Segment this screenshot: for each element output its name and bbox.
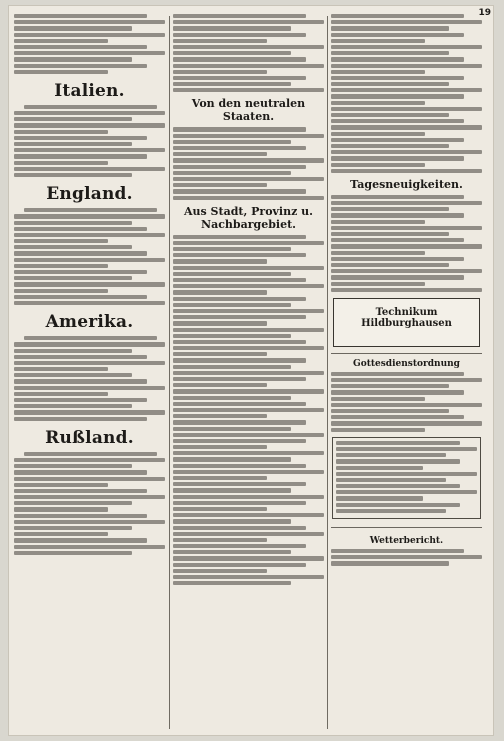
text-line xyxy=(336,472,477,476)
text-line xyxy=(14,342,165,346)
page-number: 19 xyxy=(478,8,491,18)
text-line xyxy=(173,152,267,156)
text-line xyxy=(173,445,267,449)
text-line xyxy=(331,390,464,394)
text-line xyxy=(331,220,425,224)
text-line xyxy=(14,526,132,530)
text-line xyxy=(336,441,460,445)
text-line xyxy=(173,563,306,567)
text-line xyxy=(14,289,108,293)
text-line xyxy=(14,136,147,140)
text-line xyxy=(331,384,449,388)
newspaper-page xyxy=(9,6,493,735)
text-line xyxy=(331,45,482,49)
text-line xyxy=(173,303,291,307)
text-line xyxy=(173,507,267,511)
text-line xyxy=(14,221,132,225)
text-line xyxy=(14,483,108,487)
advertisement-title: Technikum Hildburghausen xyxy=(361,306,452,329)
section-heading-neutral: Von den neutralen Staaten. xyxy=(191,97,306,124)
text-line xyxy=(331,39,425,43)
text-line xyxy=(173,189,306,193)
text-line xyxy=(173,235,306,239)
text-line xyxy=(24,452,157,456)
notice-title: Gottesdienstordnung xyxy=(353,358,460,369)
text-line xyxy=(173,76,306,80)
text-line xyxy=(331,156,464,160)
text-line xyxy=(173,544,306,548)
text-line xyxy=(173,556,324,560)
text-line xyxy=(336,484,460,488)
text-line xyxy=(336,490,477,494)
text-line xyxy=(14,14,147,18)
text-line xyxy=(173,134,324,138)
column-rule-2 xyxy=(327,16,328,729)
text-line xyxy=(173,259,267,263)
text-line xyxy=(331,138,464,142)
text-line xyxy=(331,428,425,432)
text-line xyxy=(14,70,108,74)
text-line xyxy=(14,214,165,218)
text-line xyxy=(331,169,482,173)
text-line xyxy=(331,275,464,279)
text-line xyxy=(331,94,464,98)
text-line xyxy=(336,466,423,470)
text-line xyxy=(173,358,306,362)
text-line xyxy=(173,158,324,162)
section-heading-italien: Italien. xyxy=(54,80,125,101)
text-line xyxy=(173,328,324,332)
text-line xyxy=(173,427,291,431)
text-line xyxy=(14,507,108,511)
text-line xyxy=(173,538,267,542)
text-line xyxy=(14,161,108,165)
section-heading-tagesneuigkeiten: Tagesneuigkeiten. xyxy=(350,177,463,191)
text-line xyxy=(173,51,291,55)
text-line xyxy=(331,14,464,18)
text-line xyxy=(173,309,324,313)
text-line xyxy=(331,403,482,407)
text-line xyxy=(14,417,147,421)
text-line xyxy=(14,458,165,462)
text-line xyxy=(14,477,165,481)
text-line xyxy=(173,519,291,523)
text-line xyxy=(173,284,324,288)
text-line xyxy=(331,257,464,261)
text-line xyxy=(331,409,449,413)
text-line xyxy=(173,45,324,49)
text-line xyxy=(173,290,267,294)
text-line xyxy=(14,57,132,61)
text-line xyxy=(14,39,108,43)
text-line xyxy=(173,420,306,424)
text-line xyxy=(331,251,425,255)
text-line xyxy=(173,39,267,43)
text-line xyxy=(14,355,147,359)
text-line xyxy=(24,208,157,212)
text-line xyxy=(14,258,165,262)
text-line xyxy=(14,233,165,237)
section-heading-england: England. xyxy=(46,184,133,205)
advertisement-box xyxy=(333,298,480,347)
text-line xyxy=(331,125,482,129)
text-line xyxy=(14,470,147,474)
text-line xyxy=(331,33,464,37)
text-line xyxy=(173,433,324,437)
text-line xyxy=(331,163,425,167)
text-line xyxy=(331,119,464,123)
text-line xyxy=(331,57,464,61)
text-line xyxy=(331,244,482,248)
text-line xyxy=(173,513,324,517)
text-line xyxy=(173,569,267,573)
text-line xyxy=(173,57,306,61)
text-line xyxy=(336,509,446,513)
text-line xyxy=(336,496,423,500)
text-line xyxy=(173,352,267,356)
left-column xyxy=(14,14,165,729)
section-heading-amerika: Amerika. xyxy=(45,312,134,333)
text-line xyxy=(336,503,460,507)
text-line xyxy=(173,247,291,251)
text-line xyxy=(173,377,306,381)
text-line xyxy=(173,127,306,131)
text-line xyxy=(173,196,324,200)
text-line xyxy=(331,113,449,117)
text-line xyxy=(14,404,132,408)
text-line xyxy=(331,144,449,148)
text-line xyxy=(173,146,306,150)
text-line xyxy=(14,386,165,390)
text-line xyxy=(14,489,147,493)
text-line xyxy=(173,14,306,18)
text-line xyxy=(173,140,291,144)
text-line xyxy=(331,555,482,559)
text-line xyxy=(14,123,165,127)
text-line xyxy=(173,241,324,245)
text-line xyxy=(331,51,449,55)
text-line xyxy=(14,514,147,518)
text-line xyxy=(14,361,165,365)
text-line xyxy=(14,20,165,24)
text-line xyxy=(173,575,324,579)
text-line xyxy=(173,171,291,175)
text-line xyxy=(14,551,132,555)
text-line xyxy=(173,165,306,169)
text-line xyxy=(173,64,324,68)
text-line xyxy=(173,346,324,350)
text-line xyxy=(331,101,425,105)
text-line xyxy=(173,482,306,486)
text-line xyxy=(14,392,108,396)
text-line xyxy=(173,457,291,461)
text-line xyxy=(331,26,449,30)
text-line xyxy=(173,464,306,468)
text-line xyxy=(173,266,324,270)
text-line xyxy=(331,64,482,68)
text-line xyxy=(331,238,464,242)
text-line xyxy=(14,538,147,542)
text-line xyxy=(173,26,291,30)
text-line xyxy=(24,105,157,109)
weather-report xyxy=(331,527,482,566)
section-heading-russland: Rußland. xyxy=(45,427,134,448)
text-line xyxy=(14,373,132,377)
text-line xyxy=(14,520,165,524)
text-line xyxy=(173,414,267,418)
text-line xyxy=(173,402,306,406)
text-line xyxy=(173,253,306,257)
text-line xyxy=(173,488,291,492)
text-line xyxy=(14,245,132,249)
text-line xyxy=(14,367,108,371)
text-line xyxy=(173,177,324,181)
text-line xyxy=(173,470,324,474)
text-line xyxy=(14,142,132,146)
text-line xyxy=(173,526,306,530)
divider xyxy=(331,353,482,354)
text-line xyxy=(173,389,324,393)
text-line xyxy=(173,371,324,375)
text-line xyxy=(14,276,132,280)
text-line xyxy=(14,501,132,505)
text-line xyxy=(14,295,147,299)
text-line xyxy=(14,227,147,231)
text-line xyxy=(331,282,425,286)
right-column xyxy=(331,14,482,729)
text-line xyxy=(14,130,108,134)
text-line xyxy=(331,415,464,419)
text-line xyxy=(173,476,267,480)
text-line xyxy=(14,410,165,414)
section-heading-stadt-provinz: Aus Stadt, Provinz u. Nachbargebiet. xyxy=(183,204,313,231)
text-line xyxy=(173,581,291,585)
text-line xyxy=(331,132,425,136)
text-line xyxy=(173,439,306,443)
text-line xyxy=(14,167,165,171)
text-line xyxy=(173,334,291,338)
text-line xyxy=(173,272,291,276)
text-line xyxy=(336,453,446,457)
text-line xyxy=(331,76,464,80)
text-line xyxy=(173,365,291,369)
text-line xyxy=(331,421,482,425)
text-line xyxy=(331,372,464,376)
text-line xyxy=(331,207,449,211)
text-line xyxy=(14,154,147,158)
text-line xyxy=(173,408,324,412)
text-line xyxy=(331,70,425,74)
text-line xyxy=(173,82,291,86)
text-line xyxy=(14,117,132,121)
text-line xyxy=(331,288,482,292)
text-line xyxy=(14,495,165,499)
text-line xyxy=(331,561,449,565)
text-line xyxy=(14,532,108,536)
text-line xyxy=(173,33,306,37)
text-line xyxy=(173,70,267,74)
text-line xyxy=(331,82,449,86)
text-line xyxy=(14,379,147,383)
text-line xyxy=(14,349,132,353)
text-line xyxy=(173,297,306,301)
text-line xyxy=(14,270,147,274)
text-line xyxy=(331,232,449,236)
text-line xyxy=(14,148,165,152)
text-line xyxy=(14,173,132,177)
text-line xyxy=(173,340,306,344)
middle-column xyxy=(173,14,324,729)
text-line xyxy=(173,383,267,387)
notice-box xyxy=(332,437,481,519)
column-rule-1 xyxy=(169,16,170,729)
text-line xyxy=(173,88,324,92)
text-line xyxy=(14,111,165,115)
text-line xyxy=(331,213,464,217)
text-line xyxy=(14,26,132,30)
text-line xyxy=(14,545,165,549)
text-line xyxy=(14,251,147,255)
text-line xyxy=(173,278,306,282)
text-line xyxy=(331,269,482,273)
text-line xyxy=(173,495,324,499)
text-line xyxy=(173,532,324,536)
text-line xyxy=(331,107,482,111)
text-line xyxy=(331,549,464,553)
text-line xyxy=(173,451,324,455)
text-line xyxy=(173,501,306,505)
text-line xyxy=(14,264,108,268)
text-line xyxy=(173,321,267,325)
text-line xyxy=(14,398,147,402)
text-line xyxy=(331,88,482,92)
text-line xyxy=(331,378,482,382)
text-line xyxy=(14,64,147,68)
text-line xyxy=(173,396,291,400)
text-line xyxy=(336,447,477,451)
text-line xyxy=(336,459,460,463)
text-line xyxy=(173,183,267,187)
text-line xyxy=(331,263,449,267)
weather-title: Wetterbericht. xyxy=(369,536,444,546)
text-line xyxy=(336,478,446,482)
text-line xyxy=(331,226,482,230)
text-line xyxy=(173,20,324,24)
text-line xyxy=(14,33,165,37)
text-line xyxy=(331,150,482,154)
text-line xyxy=(24,336,157,340)
text-line xyxy=(14,301,165,305)
text-line xyxy=(173,315,306,319)
text-line xyxy=(14,464,132,468)
text-line xyxy=(331,397,425,401)
text-line xyxy=(14,45,147,49)
text-line xyxy=(331,195,464,199)
text-line xyxy=(331,201,482,205)
text-line xyxy=(14,51,165,55)
text-line xyxy=(14,282,165,286)
text-line xyxy=(331,20,482,24)
text-line xyxy=(173,550,291,554)
text-line xyxy=(14,239,108,243)
